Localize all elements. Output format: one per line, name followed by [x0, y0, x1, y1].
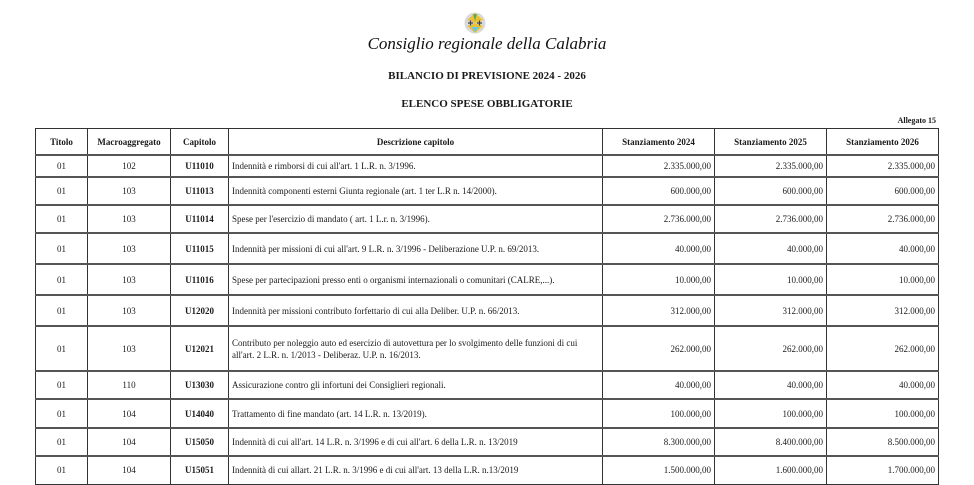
column-header-stanziamento-2024: Stanziamento 2024: [603, 129, 715, 156]
stanziamento-2026-cell: 8.500.000,00: [827, 428, 939, 456]
descrizione-cell: Indennità di cui allart. 21 L.R. n. 3/1996 e di cui all'art. 13 della L.R. n.13/2019: [229, 456, 603, 484]
stanziamento-2024-cell: 262.000,00: [603, 326, 715, 371]
capitolo-cell: U11016: [171, 264, 229, 295]
stanziamento-2026-cell: 600.000,00: [827, 177, 939, 205]
descrizione-cell: Contributo per noleggio auto ed esercizio di autovettura per lo svolgimento delle funzioni di cui all'art. 2 L.R. n. 1/2013 - Deliberaz. U.P. n. 16/2013.: [229, 326, 603, 371]
titolo-cell: 01: [36, 177, 88, 205]
stanziamento-2026-cell: 262.000,00: [827, 326, 939, 371]
stanziamento-2024-cell: 40.000,00: [603, 371, 715, 399]
organization-name: Consiglio regionale della Calabria: [367, 34, 607, 53]
capitolo-cell: U14040: [171, 399, 229, 428]
titolo-cell: 01: [36, 399, 88, 428]
titolo-cell: 01: [36, 456, 88, 484]
titolo-cell: 01: [36, 155, 88, 177]
capitolo-cell: U15050: [171, 428, 229, 456]
macroaggregato-cell: 104: [88, 399, 171, 428]
column-header-descrizione: Descrizione capitolo: [229, 129, 603, 156]
table-row: [36, 371, 939, 399]
stanziamento-2025-cell: 1.600.000,00: [715, 456, 827, 484]
macroaggregato-cell: 103: [88, 295, 171, 326]
titolo-cell: 01: [36, 233, 88, 264]
capitolo-cell: U11015: [171, 233, 229, 264]
table-row: [36, 399, 939, 428]
table-row: [36, 233, 939, 264]
stanziamento-2024-cell: 10.000,00: [603, 264, 715, 295]
column-header-stanziamento-2026: Stanziamento 2026: [827, 129, 939, 156]
titolo-cell: 01: [36, 326, 88, 371]
stanziamento-2026-cell: 2.736.000,00: [827, 205, 939, 233]
capitolo-cell: U13030: [171, 371, 229, 399]
table-row: [36, 205, 939, 233]
stanziamento-2026-cell: 40.000,00: [827, 233, 939, 264]
stanziamento-2025-cell: 2.335.000,00: [715, 155, 827, 177]
stanziamento-2025-cell: 10.000,00: [715, 264, 827, 295]
capitolo-cell: U12021: [171, 326, 229, 371]
capitolo-cell: U11010: [171, 155, 229, 177]
stanziamento-2026-cell: 100.000,00: [827, 399, 939, 428]
table-header-row: [36, 129, 939, 156]
capitolo-cell: U11014: [171, 205, 229, 233]
macroaggregato-cell: 103: [88, 264, 171, 295]
calabria-emblem-icon: [464, 12, 486, 34]
descrizione-cell: Spese per l'esercizio di mandato ( art. 1 L.r. n. 3/1996).: [229, 205, 603, 233]
macroaggregato-cell: 102: [88, 155, 171, 177]
stanziamento-2026-cell: 40.000,00: [827, 371, 939, 399]
descrizione-cell: Assicurazione contro gli infortuni dei Consiglieri regionali.: [229, 371, 603, 399]
table-row: [36, 326, 939, 371]
titolo-cell: 01: [36, 428, 88, 456]
column-header-titolo: Titolo: [36, 129, 88, 156]
stanziamento-2025-cell: 600.000,00: [715, 177, 827, 205]
capitolo-cell: U11013: [171, 177, 229, 205]
descrizione-cell: Indennità e rimborsi di cui all'art. 1 L.R. n. 3/1996.: [229, 155, 603, 177]
titolo-cell: 01: [36, 205, 88, 233]
stanziamento-2025-cell: 262.000,00: [715, 326, 827, 371]
stanziamento-2026-cell: 10.000,00: [827, 264, 939, 295]
macroaggregato-cell: 103: [88, 233, 171, 264]
stanziamento-2025-cell: 40.000,00: [715, 233, 827, 264]
table-row: [36, 177, 939, 205]
stanziamento-2025-cell: 100.000,00: [715, 399, 827, 428]
expenses-table: [35, 128, 939, 485]
capitolo-cell: U15051: [171, 456, 229, 484]
macroaggregato-cell: 104: [88, 456, 171, 484]
stanziamento-2024-cell: 40.000,00: [603, 233, 715, 264]
stanziamento-2024-cell: 312.000,00: [603, 295, 715, 326]
stanziamento-2026-cell: 2.335.000,00: [827, 155, 939, 177]
stanziamento-2024-cell: 600.000,00: [603, 177, 715, 205]
stanziamento-2024-cell: 1.500.000,00: [603, 456, 715, 484]
column-header-capitolo: Capitolo: [171, 129, 229, 156]
stanziamento-2025-cell: 40.000,00: [715, 371, 827, 399]
stanziamento-2026-cell: 1.700.000,00: [827, 456, 939, 484]
column-header-stanziamento-2025: Stanziamento 2025: [715, 129, 827, 156]
table-row: [36, 264, 939, 295]
titolo-cell: 01: [36, 371, 88, 399]
descrizione-cell: Indennità per missioni contributo forfettario di cui alla Deliber. U.P. n. 66/2013.: [229, 295, 603, 326]
column-header-macroaggregato: Macroaggregato: [88, 129, 171, 156]
stanziamento-2026-cell: 312.000,00: [827, 295, 939, 326]
table-row: [36, 456, 939, 484]
stanziamento-2024-cell: 8.300.000,00: [603, 428, 715, 456]
descrizione-cell: Spese per partecipazioni presso enti o organismi internazionali o comunitari (CALRE,...).: [229, 264, 603, 295]
stanziamento-2025-cell: 8.400.000,00: [715, 428, 827, 456]
macroaggregato-cell: 104: [88, 428, 171, 456]
capitolo-cell: U12020: [171, 295, 229, 326]
descrizione-cell: Trattamento di fine mandato (art. 14 L.R. n. 13/2019).: [229, 399, 603, 428]
stanziamento-2025-cell: 312.000,00: [715, 295, 827, 326]
document-subtitle: ELENCO SPESE OBBLIGATORIE: [401, 98, 573, 110]
titolo-cell: 01: [36, 295, 88, 326]
stanziamento-2024-cell: 2.736.000,00: [603, 205, 715, 233]
table-row: [36, 428, 939, 456]
stanziamento-2024-cell: 2.335.000,00: [603, 155, 715, 177]
macroaggregato-cell: 110: [88, 371, 171, 399]
document-title: BILANCIO DI PREVISIONE 2024 - 2026: [388, 70, 586, 82]
stanziamento-2024-cell: 100.000,00: [603, 399, 715, 428]
attachment-label: Allegato 15: [897, 116, 936, 125]
table-row: [36, 155, 939, 177]
titolo-cell: 01: [36, 264, 88, 295]
stanziamento-2025-cell: 2.736.000,00: [715, 205, 827, 233]
descrizione-cell: Indennità di cui all'art. 14 L.R. n. 3/1996 e di cui all'art. 6 della L.R. n. 13/2019: [229, 428, 603, 456]
descrizione-cell: Indennità componenti esterni Giunta regionale (art. 1 ter L.R n. 14/2000).: [229, 177, 603, 205]
descrizione-cell: Indennità per missioni di cui all'art. 9 L.R. n. 3/1996 - Deliberazione U.P. n. 69/2013.: [229, 233, 603, 264]
table-row: [36, 295, 939, 326]
macroaggregato-cell: 103: [88, 177, 171, 205]
macroaggregato-cell: 103: [88, 326, 171, 371]
macroaggregato-cell: 103: [88, 205, 171, 233]
